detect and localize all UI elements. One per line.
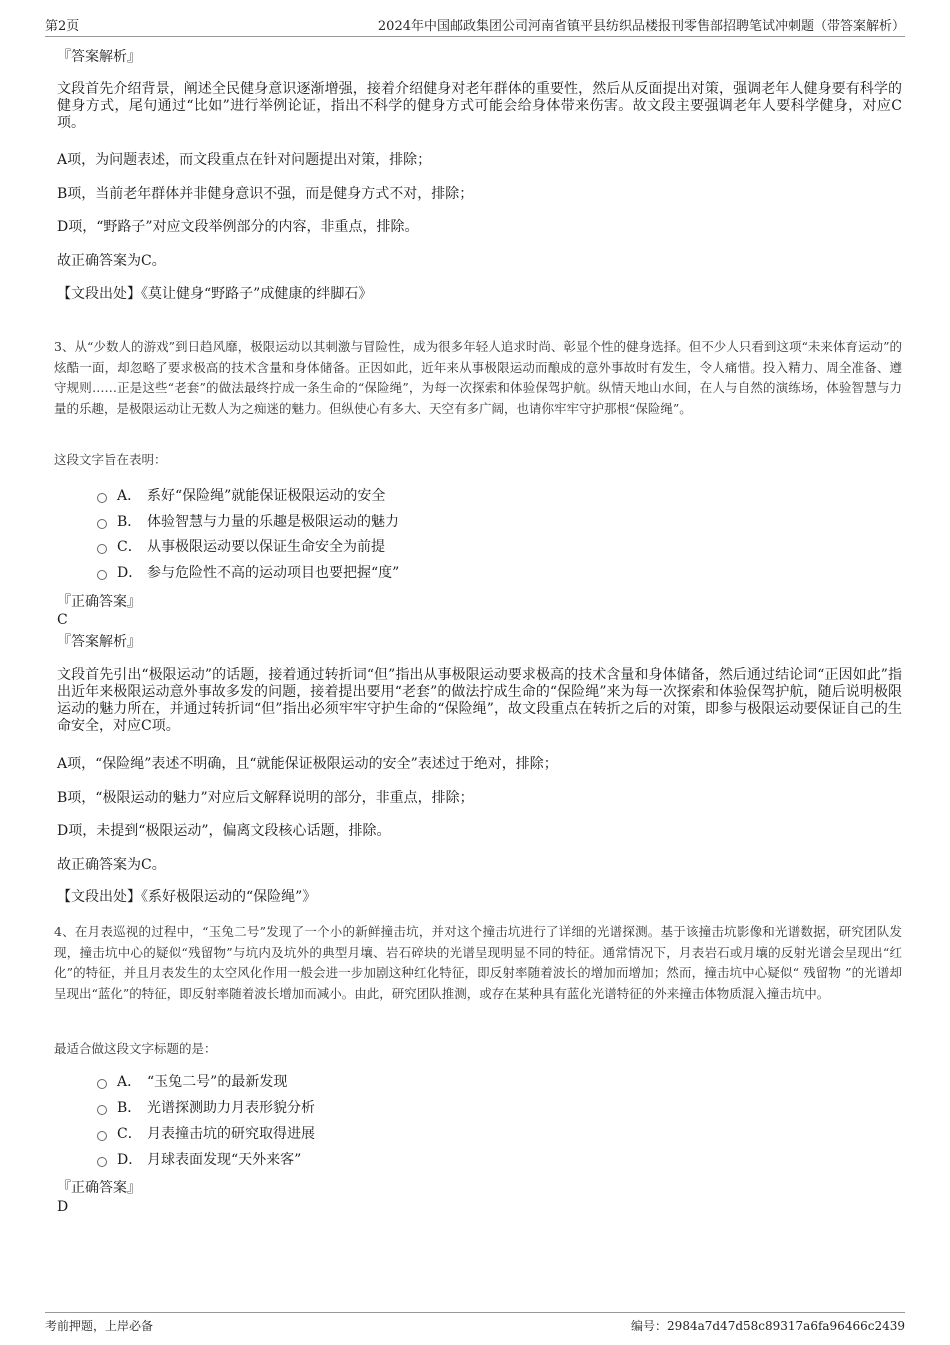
question-3-text: 3、从“少数人的游戏”到日趋风靡，极限运动以其刺激与冒险性，成为很多年轻人追求时尚、彰显个性的健身选择。但不少人只看到这项“未来体育运动”的炫酷一面，却忽略了要求极高的技术含量和身体储备。正因如此，近年来从事极限运动而酿成的意外事故时有发生，令人痛惜。投入精力、周全准备、遵守规则……正是这些“老套”的做法最终拧成一条生命的“保险绳”，为每一次探索和体验保驾护航。纵情天地山水间，在人与自然的演练场，体验智慧与力量的乐趣，是极限运动让无数人为之痴迷的魅力。但纵使心有多大、天空有多广阔，也请你牢牢守护那根“保险绳”。: [54, 339, 902, 416]
option-note-d: D项，未提到“极限运动”，偏离文段核心话题，排除。: [57, 823, 391, 839]
radio-icon[interactable]: [97, 493, 107, 503]
question-4-option-a[interactable]: A． “玉兔二号”的最新发现: [97, 1073, 287, 1091]
question-3-option-d[interactable]: D． 参与危险性不高的运动项目也要把握“度”: [97, 564, 399, 582]
question-3-option-b[interactable]: B． 体验智慧与力量的乐趣是极限运动的魅力: [97, 513, 399, 531]
radio-icon[interactable]: [97, 1131, 107, 1141]
radio-icon[interactable]: [97, 1079, 107, 1089]
page-header: [45, 12, 905, 37]
answer-value: C: [57, 612, 68, 628]
radio-icon[interactable]: [97, 570, 107, 580]
analysis-text: 文段首先引出“极限运动”的话题，接着通过转折词“但”指出从事极限运动要求极高的技术含量和身体储备，然后通过结论词“正因如此”指出近年来极限运动意外事故多发的问题，接着提出要用“老套”的做法拧成生命的“保险绳”来为每一次探索和体验保驾护航，随后说明极限运动的魅力所在，并通过转折词“但”指出必须牢牢守护生命的“保险绳”，故文段重点在转折之后的对策，即参与极限运动要保证自己的生命安全，对应C项。: [57, 667, 902, 734]
source-citation: 【文段出处】《莫让健身“野路子”成健康的绊脚石》: [57, 286, 373, 302]
option-note-a: A项，为问题表述，而文段重点在针对问题提出对策，排除；: [57, 152, 432, 168]
option-note-d: D项，“野路子”对应文段举例部分的内容，非重点，排除。: [57, 219, 419, 235]
conclusion: 故正确答案为C。: [57, 857, 166, 873]
question-3-option-a[interactable]: A． 系好“保险绳”就能保证极限运动的安全: [97, 487, 385, 505]
option-note-a: A项，“保险绳”表述不明确，且“就能保证极限运动的安全”表述过于绝对，排除；: [57, 756, 558, 772]
document-id: 编号：2984a7d47d58c89317a6fa96466c2439: [631, 1318, 905, 1333]
question-3-option-c[interactable]: C． 从事极限运动要以保证生命安全为前提: [97, 538, 385, 556]
footer-slogan: 考前押题，上岸必备: [45, 1318, 154, 1333]
question-3-prompt: 这段文字旨在表明：: [54, 452, 167, 467]
question-4-option-b[interactable]: B． 光谱探测助力月表形貌分析: [97, 1099, 315, 1117]
question-4-option-c[interactable]: C． 月表撞击坑的研究取得进展: [97, 1125, 315, 1143]
option-note-b: B项，当前老年群体并非健身意识不强，而是健身方式不对，排除；: [57, 186, 474, 202]
radio-icon[interactable]: [97, 544, 107, 554]
answer-label: 『正确答案』: [57, 594, 141, 610]
page-number: 第2页: [45, 19, 80, 34]
analysis-label: 『答案解析』: [57, 49, 141, 65]
answer-value: D: [57, 1199, 69, 1215]
option-note-b: B项，“极限运动的魅力”对应后文解释说明的部分，非重点，排除；: [57, 790, 474, 806]
answer-label: 『正确答案』: [57, 1180, 141, 1196]
radio-icon[interactable]: [97, 519, 107, 529]
radio-icon[interactable]: [97, 1157, 107, 1167]
source-citation: 【文段出处】《系好极限运动的“保险绳”》: [57, 889, 317, 905]
conclusion: 故正确答案为C。: [57, 253, 166, 269]
question-4-prompt: 最适合做这段文字标题的是：: [54, 1041, 217, 1056]
question-4-option-d[interactable]: D． 月球表面发现“天外来客”: [97, 1151, 301, 1169]
document-title: 2024年中国邮政集团公司河南省镇平县纺织品楼报刊零售部招聘笔试冲刺题（带答案解析）: [377, 19, 905, 34]
analysis-label: 『答案解析』: [57, 634, 141, 650]
analysis-text: 文段首先介绍背景，阐述全民健身意识逐渐增强，接着介绍健身对老年群体的重要性，然后从反面提出对策，强调老年人健身要有科学的健身方式，尾句通过“比如”进行举例论证，指出不科学的健身方式可能会给身体带来伤害。故文段主要强调老年人要科学健身，对应C项。: [57, 81, 902, 131]
page-footer: [45, 1312, 905, 1337]
question-4-text: 4、在月表巡视的过程中，“玉兔二号”发现了一个小的新鲜撞击坑，并对这个撞击坑进行了详细的光谱探测。基于该撞击坑影像和光谱数据，研究团队发现，撞击坑中心的疑似“残留物”与坑内及坑外的典型月壤、岩石碎块的光谱呈现明显不同的特征。通常情况下，月表岩石或月壤的反射光谱会呈现出“红化”的特征，并且月表发生的太空风化作用一般会进一步加剧这种红化特征，即反射率随着波长的增加而增加；然而，撞击坑中心疑似“ 残留物 ”的光谱却呈现出“蓝化”的特征，即反射率随着波长增加而减小。由此，研究团队推测，或存在某种具有蓝化光谱特征的外来撞击体物质混入撞击坑中。: [54, 924, 902, 1001]
radio-icon[interactable]: [97, 1105, 107, 1115]
